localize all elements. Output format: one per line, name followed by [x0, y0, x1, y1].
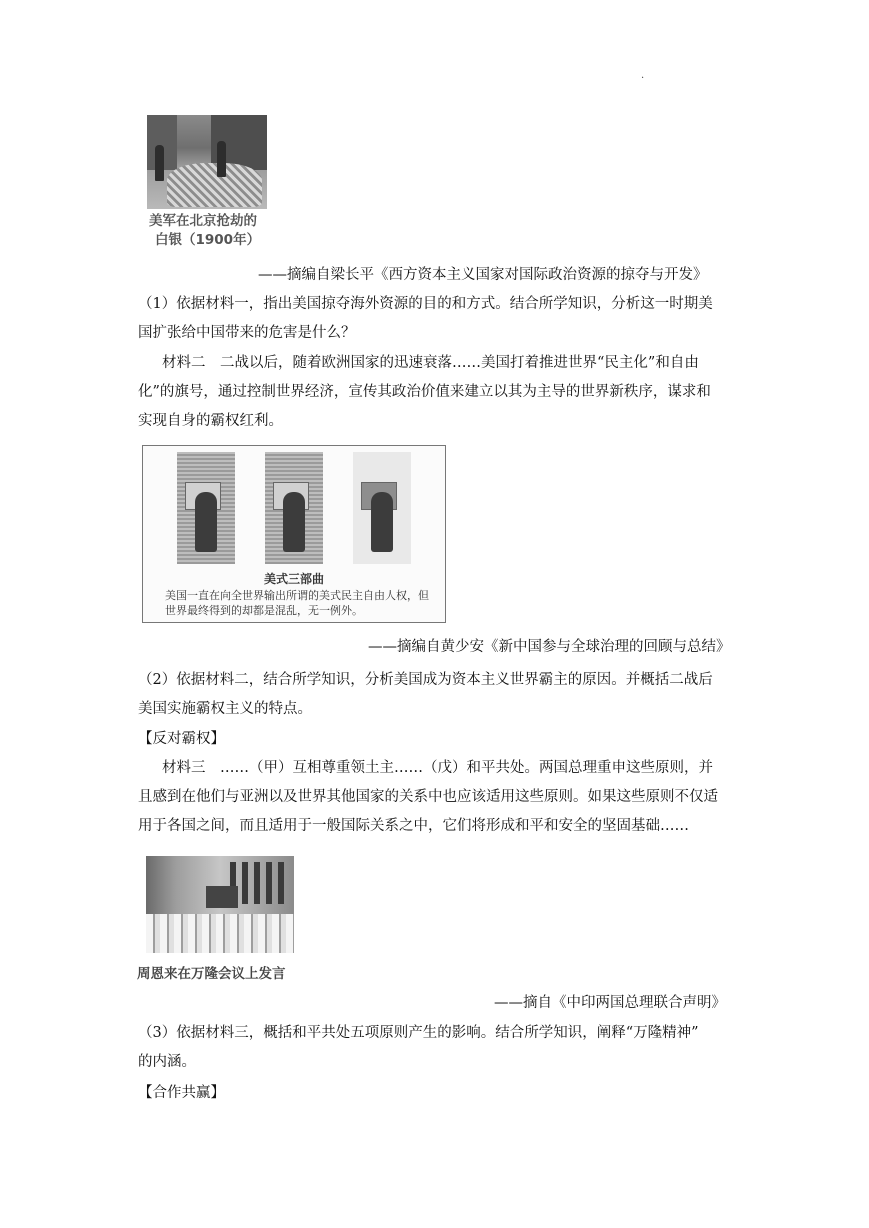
material-3-line: 且感到在他们与亚洲以及世界其他国家的关系中也应该适用这些原则。如果这些原则不仅适 [138, 789, 718, 805]
cartoon-caption: 美国一直在向全世界输出所谓的美式民主自由人权，但世界最终得到的却都是混乱，无一例外。 [165, 589, 429, 617]
section-heading: 【合作共赢】 [138, 1085, 225, 1101]
source-citation: ——摘编自梁长平《西方资本主义国家对国际政治资源的掠夺与开发》 [258, 267, 708, 283]
photo-silver-looting [147, 115, 267, 209]
photo-caption: 周恩来在万隆会议上发言 [137, 966, 286, 982]
photo-bandung-conference [146, 856, 294, 953]
material-2-line: 材料二 二战以后，随着欧洲国家的迅速衰落……美国打着推进世界“民主化”和自由 [162, 355, 699, 371]
question-3-line: 的内涵。 [138, 1054, 196, 1070]
material-3-line: 材料三 ……（甲）互相尊重领土主……（戊）和平共处。两国总理重申这些原则，并 [162, 760, 713, 776]
question-3-line: （3）依据材料三，概括和平共处五项原则产生的影响。结合所学知识，阐释“万隆精神” [138, 1025, 699, 1041]
material-3-line: 用于各国之间，而且适用于一般国际关系之中，它们将形成和平和安全的坚固基础…… [138, 818, 689, 834]
question-2-line: （2）依据材料二，结合所学知识，分析美国成为资本主义世界霸主的原因。并概括二战后 [138, 672, 713, 688]
cartoon-panel [265, 452, 323, 564]
cartoon-american-trilogy [142, 445, 446, 623]
cartoon-title: 美式三部曲 [263, 572, 324, 586]
section-heading: 【反对霸权】 [138, 731, 225, 747]
source-citation: ——摘自《中印两国总理联合声明》 [494, 995, 726, 1011]
cartoon-panel [177, 452, 235, 564]
question-2-line: 美国实施霸权主义的特点。 [138, 701, 312, 717]
source-citation: ——摘编自黄少安《新中国参与全球治理的回顾与总结》 [368, 639, 731, 655]
cartoon-panel [353, 452, 411, 564]
page-mark: . [641, 70, 645, 81]
material-2-line: 实现自身的霸权红利。 [138, 413, 283, 429]
photo-caption: 美军在北京抢劫的 白银（1900年） [149, 213, 261, 248]
question-1-line: 国扩张给中国带来的危害是什么？ [138, 325, 356, 341]
material-2-line: 化”的旗号，通过控制世界经济，宣传其政治价值来建立以其为主导的世界新秩序，谋求和 [138, 384, 711, 400]
question-1-line: （1）依据材料一，指出美国掠夺海外资源的目的和方式。结合所学知识，分析这一时期美 [138, 296, 713, 312]
